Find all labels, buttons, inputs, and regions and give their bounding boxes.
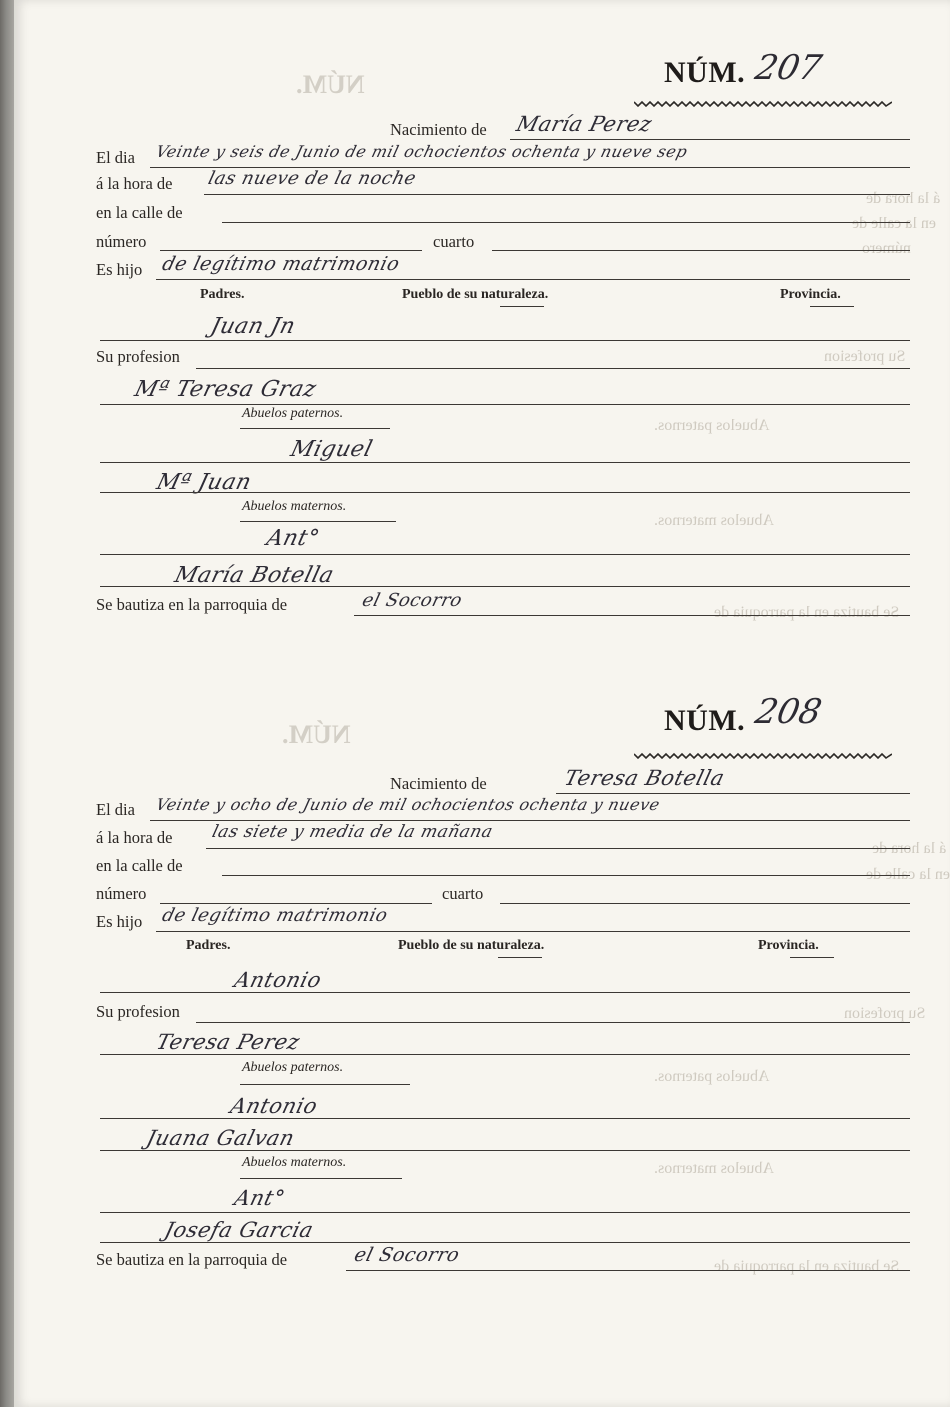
hora-line [204, 194, 910, 195]
dia-value: Veinte y ocho de Junio de mil ochocientos ochenta y nueve [154, 795, 663, 814]
calle-line [222, 222, 910, 223]
col-pueblo: Pueblo de su naturaleza. [398, 938, 545, 953]
bleed-maternos-2: Abuelos maternos. [654, 1160, 774, 1177]
nacimiento-value: María Perez [514, 112, 655, 136]
hora-line [206, 848, 910, 849]
abuelos-paternos-underline [240, 1084, 410, 1085]
abuelo-materno-line [100, 554, 910, 555]
bleed-parroquia: Se bautiza en la parroquia de [714, 604, 900, 621]
dia-label: El dia [96, 800, 135, 819]
nacimiento-label: Nacimiento de [390, 774, 487, 793]
hora-label: á la hora de [96, 828, 173, 847]
hijo-value: de legítimo matrimonio [160, 905, 390, 926]
bleed-num-2: NÚM. [282, 720, 351, 749]
dia-line [150, 820, 910, 821]
abuelo-materno: Ant° [264, 526, 323, 551]
abuelo-paterno-line [100, 462, 910, 463]
hijo-value: de legítimo matrimonio [160, 253, 403, 275]
bleed-paternos-2: Abuelos paternos. [654, 1068, 770, 1085]
ornamental-rule [634, 752, 892, 760]
col-pueblo: Pueblo de su naturaleza. [402, 287, 549, 302]
abuelo-materno-line [100, 1212, 910, 1213]
padre-name: Juan Jn [208, 314, 298, 339]
dia-value: Veinte y seis de Junio de mil ochocientos ochenta y nueve sep [154, 142, 690, 161]
numero-label: número [96, 232, 147, 251]
profesion-label: Su profesion [96, 1002, 180, 1021]
abuelos-paternos-label: Abuelos paternos. [242, 406, 344, 421]
ornamental-rule [634, 100, 892, 108]
hora-label: á la hora de [96, 174, 173, 193]
abuelos-paternos-underline [240, 428, 390, 429]
abuelos-maternos-underline [240, 1178, 402, 1179]
record-number-value: 208 [751, 692, 826, 732]
parroquia-value: el Socorro [352, 1244, 462, 1266]
cuarto-line [492, 250, 910, 251]
abuela-materna-line [100, 586, 910, 587]
parroquia-value: el Socorro [360, 590, 465, 611]
record-number-value: 207 [751, 48, 826, 88]
nacimiento-line [556, 793, 910, 794]
profesion-line [196, 368, 910, 369]
abuelos-maternos-label: Abuelos maternos. [242, 1155, 347, 1170]
bleed-maternos: Abuelos maternos. [654, 512, 774, 529]
nacimiento-line [510, 139, 910, 140]
hijo-line [156, 931, 910, 932]
hora-value: las nueve de la noche [206, 168, 419, 189]
parroquia-label: Se bautiza en la parroquia de [96, 595, 288, 614]
calle-label: en la calle de [96, 856, 183, 875]
hora-value: las siete y media de la mañana [210, 822, 496, 842]
colhead-underline [498, 957, 542, 958]
col-provincia: Provincia. [780, 287, 841, 302]
abuela-paterna-line [100, 1150, 910, 1151]
record-number-label: NÚM. [664, 56, 746, 89]
abuela-materna-line [100, 1242, 910, 1243]
madre-name: Mª Teresa Graz [132, 377, 319, 402]
bleed-profesion-2: Su profesion [844, 1005, 926, 1022]
abuelo-paterno: Miguel [288, 437, 376, 462]
bleed-profesion: Su profesion [824, 348, 906, 365]
padre-line [100, 992, 910, 993]
bleed-num: NÚM. [296, 70, 365, 99]
book-spine [0, 0, 14, 1407]
parroquia-label: Se bautiza en la parroquia de [96, 1250, 288, 1269]
abuelo-paterno-line [100, 1118, 910, 1119]
abuela-materna: Josefa Garcia [162, 1218, 317, 1242]
nacimiento-label: Nacimiento de [390, 120, 487, 139]
record-number-label: NÚM. [664, 704, 746, 737]
colhead-underline [810, 306, 854, 307]
cuarto-label: cuarto [442, 884, 484, 903]
abuelos-maternos-label: Abuelos maternos. [242, 499, 347, 514]
colhead-underline [500, 306, 544, 307]
madre-name: Teresa Perez [154, 1030, 303, 1054]
register-page [14, 0, 950, 1407]
abuela-paterna: Mª Juan [154, 470, 254, 495]
abuela-paterna: Juana Galvan [144, 1126, 298, 1150]
abuelos-maternos-underline [240, 521, 396, 522]
abuelos-paternos-label: Abuelos paternos. [242, 1060, 344, 1075]
parroquia-line [354, 615, 910, 616]
bleed-hora-2: á la hora de [872, 840, 947, 857]
calle-line [222, 875, 910, 876]
numero-line [160, 903, 432, 904]
parroquia-line [346, 1270, 910, 1271]
padre-line [100, 340, 910, 341]
cuarto-line [500, 903, 910, 904]
bleed-calle: en la calle de [852, 215, 936, 232]
abuela-materna: María Botella [172, 563, 337, 588]
bleed-numero: número [862, 240, 911, 257]
bleed-paternos: Abuelos paternos. [654, 417, 770, 434]
col-provincia: Provincia. [758, 938, 819, 953]
profesion-label: Su profesion [96, 347, 180, 366]
padre-name: Antonio [232, 968, 325, 992]
hijo-label: Es hijo [96, 260, 143, 279]
col-padres: Padres. [186, 938, 231, 953]
col-padres: Padres. [200, 287, 245, 302]
bleed-parroquia-2: Se bautiza en la parroquia de [714, 1258, 900, 1275]
profesion-line [196, 1022, 910, 1023]
abuela-paterna-line [100, 492, 910, 493]
madre-line [100, 1054, 910, 1055]
nacimiento-value: Teresa Botella [562, 766, 728, 790]
abuelo-paterno: Antonio [228, 1094, 321, 1118]
dia-label: El dia [96, 148, 135, 167]
bleed-hora: á la hora de [866, 190, 941, 207]
abuelo-materno: Ant° [232, 1186, 288, 1210]
numero-line [160, 250, 422, 251]
hijo-line [156, 279, 910, 280]
colhead-underline [790, 957, 834, 958]
madre-line [100, 404, 910, 405]
bleed-calle-2: en la calle de [866, 866, 950, 883]
calle-label: en la calle de [96, 203, 183, 222]
hijo-label: Es hijo [96, 912, 143, 931]
numero-label: número [96, 884, 147, 903]
cuarto-label: cuarto [433, 232, 475, 251]
